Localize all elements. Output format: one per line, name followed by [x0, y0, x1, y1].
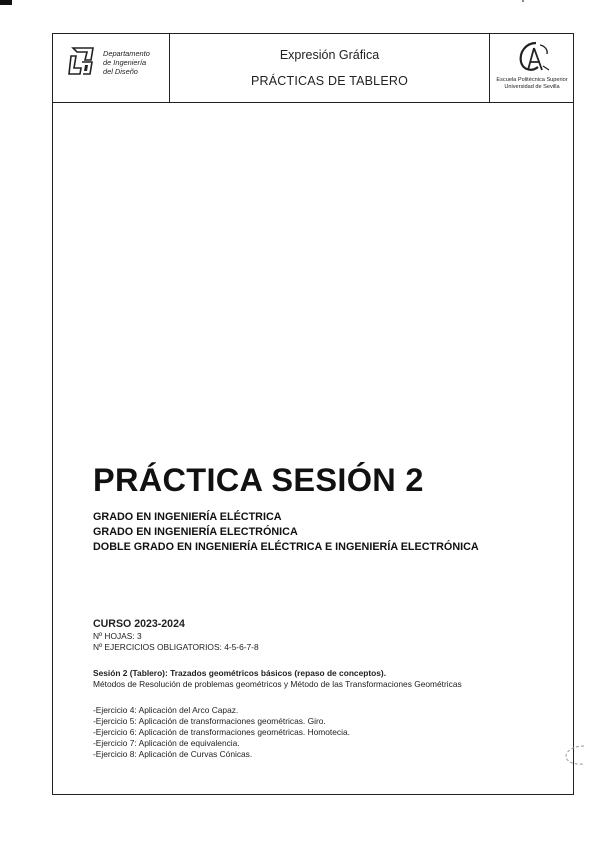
exercise-item: -Ejercicio 4: Aplicación del Arco Capaz. [93, 705, 239, 715]
exercise-list [93, 705, 350, 760]
course-subtitle: PRÁCTICAS DE TABLERO [250, 74, 409, 88]
required-exercises: Nº EJERCICIOS OBLIGATORIOS: 4-5-6-7-8 [93, 642, 259, 652]
header-table [53, 34, 573, 102]
hojas-count: Nº HOJAS: 3 [93, 631, 142, 641]
university-logo-icon [514, 40, 552, 74]
university-line-1: Escuela Politécnica Superior [496, 77, 568, 83]
scan-corner-mark [0, 0, 12, 5]
department-line-2: de Ingeniería [103, 58, 147, 67]
department-line-3: del Diseño [103, 67, 138, 76]
degree-item: DOBLE GRADO EN INGENIERÍA ELÉCTRICA E INGENIERÍA ELECTRÓNICA [93, 541, 479, 553]
exercise-item: -Ejercicio 6: Aplicación de transformaciones geométricas. Homotecia. [93, 727, 350, 737]
page-title: PRÁCTICA SESIÓN 2 [93, 462, 424, 498]
department-logo-icon [67, 46, 97, 78]
binding-hole-mark [556, 740, 586, 770]
course-cell [170, 34, 490, 102]
scan-dust-mark [522, 0, 524, 2]
session-title: Sesión 2 (Tablero): Trazados geométricos básicos (repaso de conceptos). [93, 668, 387, 678]
header-divider [53, 102, 573, 103]
page-frame [52, 33, 574, 795]
course-title: Expresión Gráfica [279, 48, 380, 62]
degrees-list [93, 510, 479, 555]
university-line-2: Universidad de Sevilla [504, 84, 560, 90]
department-name [103, 49, 167, 76]
session-subtitle: Métodos de Resolución de problemas geométricos y Método de las Transformaciones Geométricas [93, 679, 462, 689]
session-description [93, 668, 462, 690]
degree-item: GRADO EN INGENIERÍA ELÉCTRICA [93, 511, 282, 523]
department-cell [53, 34, 170, 102]
curso-label: CURSO 2023-2024 [93, 618, 185, 630]
university-name [493, 77, 571, 91]
exercise-item: -Ejercicio 7: Aplicación de equivalencia. [93, 738, 240, 748]
course-info [93, 618, 259, 653]
university-cell [490, 34, 573, 102]
exercise-item: -Ejercicio 8: Aplicación de Curvas Cónicas. [93, 749, 253, 759]
exercise-item: -Ejercicio 5: Aplicación de transformaciones geométricas. Giro. [93, 716, 326, 726]
degree-item: GRADO EN INGENIERÍA ELECTRÓNICA [93, 526, 298, 538]
department-line-1: Departamento [103, 49, 150, 58]
